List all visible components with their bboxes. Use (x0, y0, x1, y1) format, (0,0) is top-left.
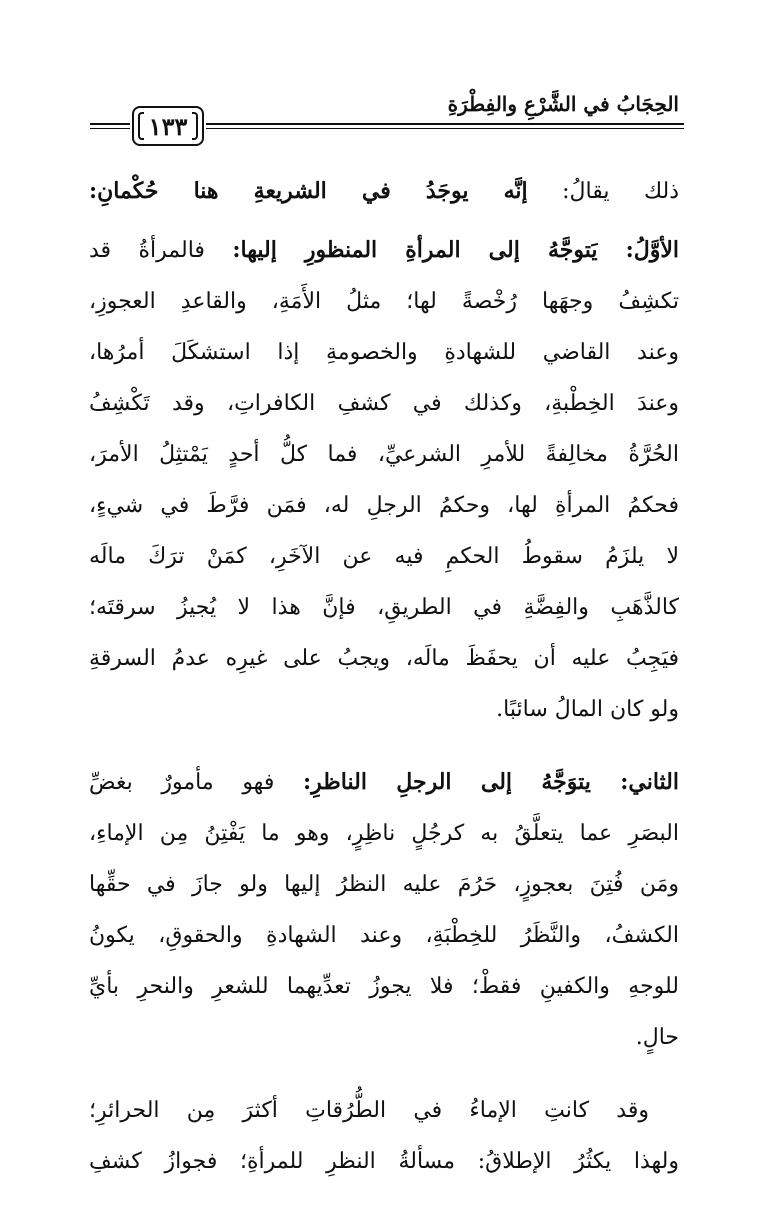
bold-heading: إنَّه يوجَدُ في الشريعةِ هنا حُكْمانِ: (89, 178, 528, 204)
line-text: فيَجِبُ عليه أن يحفَظَ مالَه، ويجبُ على غيرِه عدمُ السرقةِ (89, 646, 679, 671)
running-header-title: الحِجَابُ في الشَّرْعِ والفِطْرَةِ (447, 92, 679, 116)
line-text: ومَن فُتِنَ بعجوزٍ، حَرُمَ عليه النظرُ إليها ولو جازَ في حقِّها (89, 872, 679, 897)
line-text: ذلك يقالُ: (527, 179, 679, 204)
body-text (89, 166, 679, 1187)
line-text: تكشِفُ وجهَها رُخْصةً لها؛ مثلُ الأَمَةِ، والقاعدِ العجوزِ، (89, 289, 679, 314)
header-rule-bottom (206, 128, 684, 129)
text-line (89, 1012, 679, 1063)
line-text: فهو مأمورٌ بغضِّ (89, 770, 304, 795)
bold-heading: الثاني: يتوَجَّهُ إلى الرجلِ الناظرِ: (303, 769, 679, 795)
text-line (89, 808, 679, 859)
text-line (89, 480, 679, 531)
page-number-frame (132, 106, 204, 146)
text-line (89, 225, 679, 276)
text-line (89, 582, 679, 633)
text-line (89, 429, 679, 480)
text-line (89, 757, 679, 808)
line-text: للوجهِ والكفينِ فقطْ؛ فلا يجوزُ تعدِّيهما للشعرِ والنحرِ بأيِّ (89, 974, 679, 999)
text-line (89, 684, 679, 735)
text-line (89, 910, 679, 961)
text-line (89, 1136, 679, 1187)
header-rule-top (206, 123, 684, 125)
line-text: فالمرأةُ قد (89, 238, 233, 263)
line-text: ولهذا يكثُرُ الإطلاقُ: مسألةُ النظرِ للمرأةِ؛ فجوازُ كشفِ (89, 1149, 679, 1174)
text-line (89, 961, 679, 1012)
text-line (89, 633, 679, 684)
line-text: وعند القاضي للشهادةِ والخصومةِ إذا استشكَلَ أمرُها، (89, 340, 679, 365)
header-rule-left-bottom (90, 128, 130, 129)
line-text: البصَرِ عما يتعلَّقُ به كرجُلٍ ناظِرٍ، وهو ما يَفْتِنُ مِن الإماءِ، (89, 821, 679, 846)
line-text: ولو كان المالُ سائبًا. (496, 697, 679, 722)
line-text: الكشفُ، والنَّظَرُ للخِطْبَةِ، وعند الشهادةِ والحقوقِ، يكونُ (89, 923, 679, 948)
line-text: وقد كانتِ الإماءُ في الطُّرُقاتِ أكثرَ مِن الحرائرِ؛ (89, 1098, 649, 1123)
line-text: لا يلزَمُ سقوطُ الحكمِ فيه عن الآخَرِ، كمَنْ ترَكَ مالَه (89, 544, 679, 569)
text-line (89, 276, 679, 327)
text-line (89, 166, 679, 217)
page-number: ١٣٣ (148, 111, 188, 141)
line-text: فحكمُ المرأةِ لها، وحكمُ الرجلِ له، فمَن فرَّطَ في شيءٍ، (89, 493, 679, 518)
text-line (89, 531, 679, 582)
line-text: وعندَ الخِطْبةِ، وكذلك في كشفِ الكافراتِ، وقد تَكْشِفُ (89, 391, 679, 416)
text-line (89, 859, 679, 910)
text-line (89, 1085, 679, 1136)
line-text: حالٍ. (635, 1025, 679, 1050)
bold-heading: الأوَّلُ: يَتوجَّهُ إلى المرأةِ المنظورِ إليها: (232, 237, 679, 263)
text-line (89, 378, 679, 429)
line-text: الحُرَّةُ مخالِفةً للأمرِ الشرعيِّ، فما كلُّ أحدٍ يَمْتثِلُ الأمرَ، (89, 442, 679, 467)
text-line (89, 327, 679, 378)
header-rule-left-top (90, 123, 130, 125)
line-text: كالذَّهَبِ والفِضَّةِ في الطريقِ، فإنَّ هذا لا يُجيزُ سرقتَه؛ (89, 595, 679, 620)
